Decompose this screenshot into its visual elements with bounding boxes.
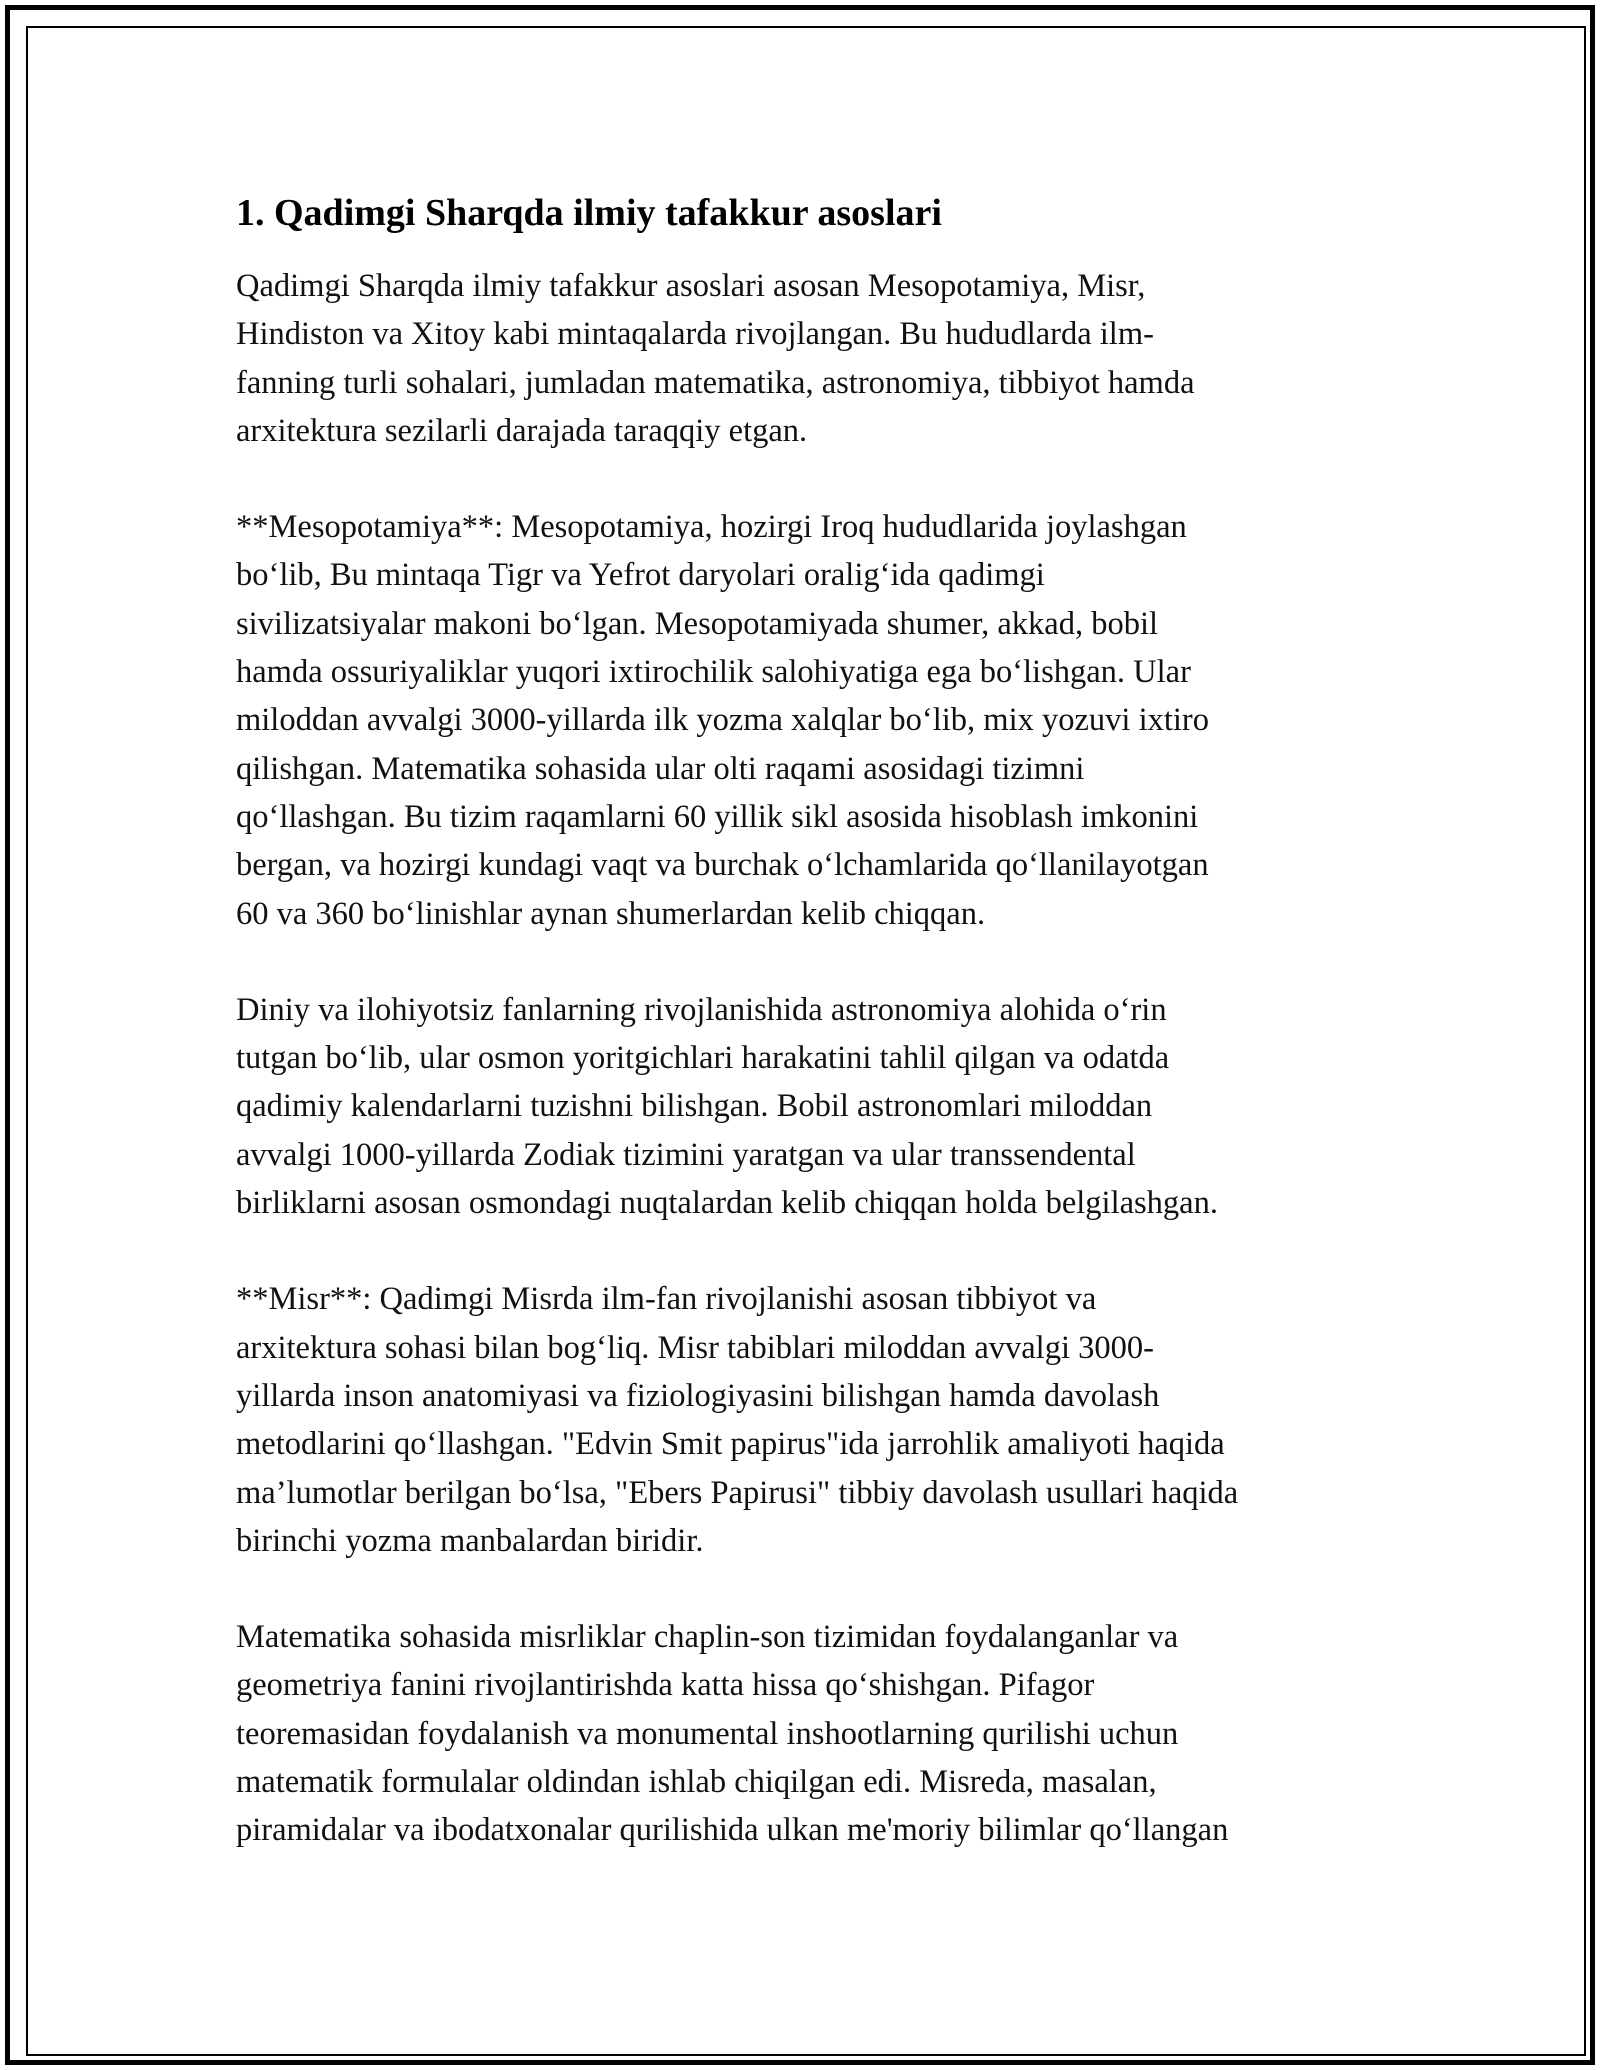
text-line: bo‘lib, Bu mintaqa Tigr va Yefrot daryolari oralig‘ida qadimgi bbox=[236, 557, 1045, 594]
text-line: teoremasidan foydalanish va monumental inshootlarning qurilishi uchun bbox=[236, 1715, 1179, 1752]
text-line: Matematika sohasida misrliklar chaplin-son tizimidan foydalanganlar va bbox=[236, 1619, 1179, 1656]
text-line: Qadimgi Sharqda ilmiy tafakkur asoslari asosan Mesopotamiya, Misr, bbox=[236, 268, 1146, 304]
text-line: avvalgi 1000-yillarda Zodiak tizimini yaratgan va ular transsendental bbox=[236, 1136, 1136, 1173]
text-line: arxitektura sezilarli darajada taraqqiy etgan. bbox=[236, 412, 808, 449]
paragraph bbox=[236, 262, 1396, 455]
text-line: hamda ossuriyaliklar yuqori ixtirochilik salohiyatiga ega bo‘lishgan. Ular bbox=[236, 654, 1191, 691]
paragraph-list bbox=[236, 262, 1396, 1855]
text-line: ma’lumotlar berilgan bo‘lsa, "Ebers Papirusi" tibbiy davolash usullari haqida bbox=[236, 1474, 1239, 1511]
text-line: sivilizatsiyalar makoni bo‘lgan. Mesopotamiyada shumer, akkad, bobil bbox=[236, 605, 1159, 642]
text-line: qo‘llashgan. Bu tizim raqamlarni 60 yillik sikl asosida hisoblash imkonini bbox=[236, 798, 1199, 835]
paragraph bbox=[236, 1613, 1396, 1854]
text-line: qilishgan. Matematika sohasida ular olti raqami asosidagi tizimni bbox=[236, 750, 1085, 787]
text-line: fanning turli sohalari, jumladan matematika, astronomiya, tibbiyot hamda bbox=[236, 364, 1195, 401]
text-line: piramidalar va ibodatxonalar qurilishida ulkan me'moriy bilimlar qo‘llangan bbox=[236, 1812, 1229, 1849]
text-line: arxitektura sohasi bilan bog‘liq. Misr tabiblari miloddan avvalgi 3000- bbox=[236, 1329, 1154, 1366]
paragraph bbox=[236, 503, 1396, 938]
paragraph bbox=[236, 986, 1396, 1227]
text-line: miloddan avvalgi 3000-yillarda ilk yozma xalqlar bo‘lib, mix yozuvi ixtiro bbox=[236, 702, 1209, 739]
text-line: **Misr**: Qadimgi Misrda ilm-fan rivojlanishi asosan tibbiyot va bbox=[236, 1281, 1097, 1318]
paragraph bbox=[236, 1275, 1396, 1565]
text-line: bergan, va hozirgi kundagi vaqt va burchak o‘lchamlarida qo‘llanilayotgan bbox=[236, 847, 1209, 884]
text-line: 60 va 360 bo‘linishlar aynan shumerlardan kelib chiqqan. bbox=[236, 895, 986, 932]
page-title: 1. Qadimgi Sharqda ilmiy tafakkur asoslari bbox=[236, 192, 942, 234]
text-line: Diniy va ilohiyotsiz fanlarning rivojlanishida astronomiya alohida o‘rin bbox=[236, 991, 1167, 1028]
text-line: birinchi yozma manbalardan biridir. bbox=[236, 1522, 704, 1559]
text-line: geometriya fanini rivojlantirishda katta hissa qo‘shishgan. Pifagor bbox=[236, 1667, 1095, 1704]
text-line: Hindiston va Xitoy kabi mintaqalarda rivojlangan. Bu hududlarda ilm- bbox=[236, 316, 1154, 353]
text-line: metodlarini qo‘llashgan. "Edvin Smit papirus"ida jarrohlik amaliyoti haqida bbox=[236, 1426, 1225, 1463]
text-line: **Mesopotamiya**: Mesopotamiya, hozirgi Iroq hududlarida joylashgan bbox=[236, 509, 1187, 546]
document-body bbox=[236, 188, 1396, 1855]
text-line: yillarda inson anatomiyasi va fiziologiyasini bilishgan hamda davolash bbox=[236, 1377, 1160, 1414]
text-line: tutgan bo‘lib, ular osmon yoritgichlari harakatini tahlil qilgan va odatda bbox=[236, 1040, 1170, 1077]
text-line: qadimiy kalendarlarni tuzishni bilishgan. Bobil astronomlari miloddan bbox=[236, 1088, 1153, 1125]
text-line: birliklarni asosan osmondagi nuqtalardan kelib chiqqan holda belgilashgan. bbox=[236, 1185, 1218, 1222]
text-line: matematik formulalar oldindan ishlab chiqilgan edi. Misreda, masalan, bbox=[236, 1764, 1157, 1801]
